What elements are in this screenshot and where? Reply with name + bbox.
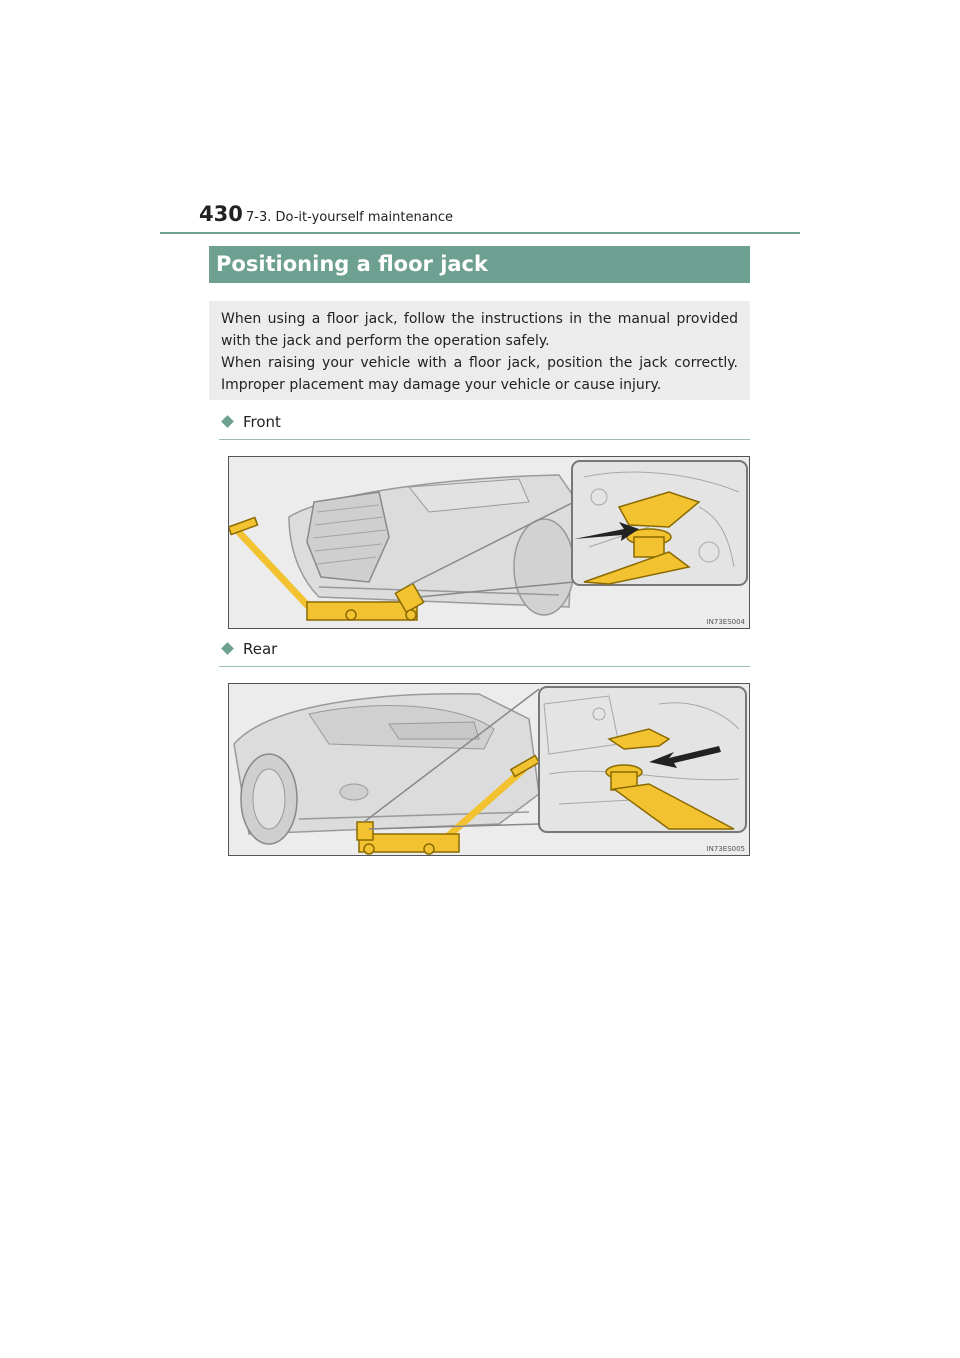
rear-label: Rear xyxy=(243,640,278,658)
rear-figure xyxy=(228,683,750,856)
rear-figure-code: IN73ES005 xyxy=(706,845,745,853)
header-rule xyxy=(160,232,800,234)
front-label: Front xyxy=(243,413,281,431)
rear-heading xyxy=(219,640,750,667)
page-number: 430 xyxy=(199,202,243,226)
diamond-bullet-icon xyxy=(221,642,234,655)
intro-box xyxy=(209,301,750,400)
front-jack-illustration xyxy=(229,457,749,628)
intro-paragraph-2: When raising your vehicle with a floor jack, position the jack correctly. Improper placement may damage your vehicle or cause injury. xyxy=(221,355,738,393)
diamond-bullet-icon xyxy=(221,415,234,428)
front-figure-code: IN73ES004 xyxy=(706,618,745,626)
front-heading xyxy=(219,413,750,440)
rear-jack-illustration xyxy=(229,684,749,855)
front-figure xyxy=(228,456,750,629)
section-title: Positioning a floor jack xyxy=(209,246,750,283)
chapter-title: 7-3. Do-it-yourself maintenance xyxy=(246,210,454,225)
intro-paragraph-1: When using a floor jack, follow the instructions in the manual provided with the jack and perform the operation safely. xyxy=(221,311,738,349)
